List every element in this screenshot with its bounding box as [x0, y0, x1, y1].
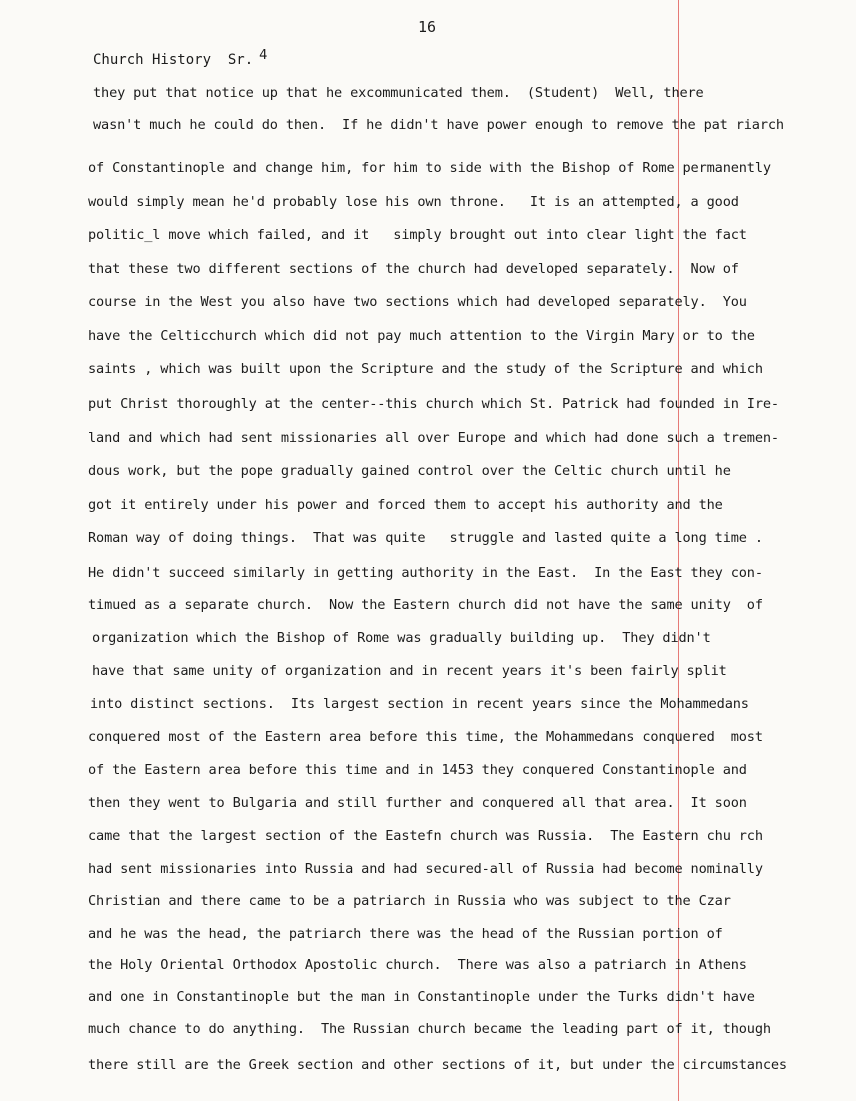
body-line: dous work, but the pope gradually gained control over the Celtic church until he	[88, 463, 731, 479]
body-line: they put that notice up that he excommunicated them. (Student) Well, there	[93, 85, 704, 101]
body-line: politic_l move which failed, and it simply brought out into clear light the fact	[88, 227, 747, 243]
body-line: and he was the head, the patriarch there was the head of the Russian portion of	[88, 926, 723, 942]
page-number: 16	[418, 18, 437, 36]
body-line: much chance to do anything. The Russian church became the leading part of it, though	[88, 1021, 771, 1037]
body-line: that these two different sections of the church had developed separately. Now of	[88, 261, 739, 277]
body-line: have that same unity of organization and in recent years it's been fairly split	[92, 663, 727, 679]
body-line: conquered most of the Eastern area before this time, the Mohammedans conquered most	[88, 729, 763, 745]
body-line: of the Eastern area before this time and in 1453 they conquered Constantinople and	[88, 762, 747, 778]
body-line: organization which the Bishop of Rome was gradually building up. They didn't	[92, 630, 711, 646]
body-line: wasn't much he could do then. If he didn't have power enough to remove the pat riarch	[93, 117, 784, 133]
body-line: then they went to Bulgaria and still further and conquered all that area. It soon	[88, 795, 747, 811]
body-line: there still are the Greek section and other sections of it, but under the circumstances	[88, 1057, 787, 1073]
body-line: put Christ thoroughly at the center--this church which St. Patrick had founded in Ire-	[88, 396, 779, 412]
body-line: He didn't succeed similarly in getting authority in the East. In the East they con-	[88, 565, 763, 581]
body-line: Roman way of doing things. That was quite struggle and lasted quite a long time .	[88, 530, 763, 546]
body-line: of Constantinople and change him, for him to side with the Bishop of Rome permanently	[88, 160, 771, 176]
body-line: course in the West you also have two sections which had developed separately. You	[88, 294, 747, 310]
body-line: land and which had sent missionaries all over Europe and which had done such a tremen-	[88, 430, 779, 446]
body-line: got it entirely under his power and forced them to accept his authority and the	[88, 497, 723, 513]
body-line: have the Celticchurch which did not pay much attention to the Virgin Mary or to the	[88, 328, 755, 344]
body-line: saints , which was built upon the Scripture and the study of the Scripture and which	[88, 361, 763, 377]
body-line: into distinct sections. Its largest section in recent years since the Mohammedans	[90, 696, 749, 712]
header-handwritten-mark: 4	[259, 48, 268, 63]
body-line: the Holy Oriental Orthodox Apostolic church. There was also a patriarch in Athens	[88, 957, 747, 973]
body-line: came that the largest section of the Eastefn church was Russia. The Eastern chu rch	[88, 828, 763, 844]
page-header	[93, 48, 268, 68]
header-title: Church History Sr.	[93, 52, 254, 68]
body-line: would simply mean he'd probably lose his own throne. It is an attempted, a good	[88, 194, 739, 210]
body-line: had sent missionaries into Russia and had secured-all of Russia had become nominally	[88, 861, 763, 877]
body-line: timued as a separate church. Now the Eastern church did not have the same unity of	[88, 597, 763, 613]
body-line: Christian and there came to be a patriarch in Russia who was subject to the Czar	[88, 893, 731, 909]
body-line: and one in Constantinople but the man in Constantinople under the Turks didn't have	[88, 989, 755, 1005]
